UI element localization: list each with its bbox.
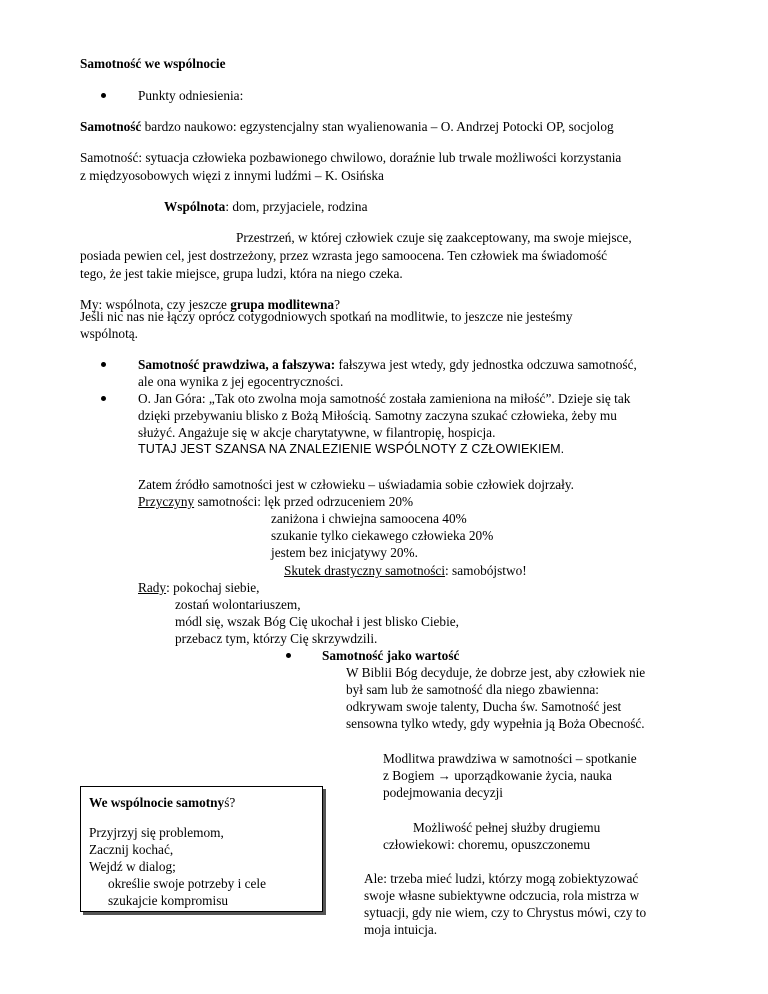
ale-line-4: moja intuicja. <box>364 922 438 937</box>
box-line-2: Zacznij kochać, <box>89 842 174 857</box>
my-question: My: wspólnota, czy jeszcze grupa modlitewna? <box>80 297 340 312</box>
jesli-line-1: Jeśli nic nas nie łączy oprócz cotygodniowych spotkań na modlitwie, to jeszcze nie jesteśmy <box>80 309 573 324</box>
causes-line-1: Przyczyny samotności: lęk przed odrzuceniem 20% <box>138 494 414 509</box>
value-line-2: był sam lub że samotność dla niego zbawienna: <box>346 682 599 697</box>
service-line-2: człowiekowi: choremu, opuszczonemu <box>383 837 591 852</box>
points-label: Punkty odniesienia: <box>138 88 244 103</box>
box-line-3: Wejdź w dialog; <box>89 859 176 874</box>
definition-2-line-1: Samotność: sytuacja człowieka pozbawionego chwilowo, doraźnie lub trwale możliwości korzystania <box>80 150 622 165</box>
ale-line-2: swoje własne subiektywne odczucia, rola mistrza w <box>364 888 640 903</box>
causes-line-2: zaniżona i chwiejna samoocena 40% <box>271 511 467 526</box>
definition-2-line-2: z międzyosobowych więzi z innymi ludźmi – K. Osińska <box>80 168 384 183</box>
bullet-icon <box>286 653 291 658</box>
bullet-1-line-1: Samotność prawdziwa, a fałszywa: fałszywa jest wtedy, gdy jednostka odczuwa samotność, <box>138 357 637 372</box>
bullet-2-line-2: dzięki przebywaniu blisko z Bożą Miłością. Samotny zaczyna szukać człowieka, żeby mu <box>138 408 617 423</box>
bullet-icon <box>101 362 106 367</box>
space-line-1: Przestrzeń, w której człowiek czuje się zaakceptowany, ma swoje miejsce, <box>236 230 632 245</box>
rady-line-3: módl się, wszak Bóg Cię ukochał i jest blisko Ciebie, <box>175 614 460 629</box>
value-line-1: W Biblii Bóg decyduje, że dobrze jest, aby człowiek nie <box>346 665 646 680</box>
rady-line-2: zostań wolontariuszem, <box>175 597 301 612</box>
space-line-2: posiada pewien cel, jest dostrzeżony, przez wzrasta jego samoocena. Ten człowiek ma świadomość <box>80 248 608 263</box>
value-line-4: sensowna tylko wtedy, gdy wypełnia ją Boża Obecność. <box>346 716 645 731</box>
bullet-1-line-2: ale ona wynika z jej egocentryczności. <box>138 374 344 389</box>
box-line-4: określie swoje potrzeby i cele <box>108 876 267 891</box>
prayer-line-1: Modlitwa prawdziwa w samotności – spotkanie <box>383 751 637 766</box>
bullet-2-line-4: TUTAJ JEST SZANSA NA ZNALEZIENIE WSPÓLNOTY Z CZŁOWIEKIEM. <box>138 442 565 456</box>
box-line-1: Przyjrzyj się problemom, <box>89 825 224 840</box>
rady-line-1: Rady: pokochaj siebie, <box>138 580 260 595</box>
rady-line-4: przebacz tym, którzy Cię skrzywdzili. <box>175 631 378 646</box>
value-line-3: odkrywam swoje talenty, Ducha św. Samotność jest <box>346 699 622 714</box>
causes-line-3: szukanie tylko ciekawego człowieka 20% <box>271 528 494 543</box>
ale-line-1: Ale: trzeba mieć ludzi, którzy mogą zobiektyzować <box>364 871 639 886</box>
service-line-1: Możliwość pełnej służby drugiemu <box>413 820 601 835</box>
zatem-line: Zatem źródło samotności jest w człowieku – uświadamia sobie człowiek dojrzały. <box>138 477 574 492</box>
bullet-icon <box>101 93 106 98</box>
space-line-3: tego, że jest takie miejsce, grupa ludzi, która na niego czeka. <box>80 266 403 281</box>
skutek-line: Skutek drastyczny samotności: samobójstwo! <box>284 563 527 578</box>
prayer-line-2: z Bogiem → uporządkowanie życia, nauka <box>383 768 612 783</box>
box-line-5: szukajcie kompromisu <box>108 893 229 908</box>
definition-1: Samotność bardzo naukowo: egzystencjalny stan wyalienowania – O. Andrzej Potocki OP, socjolog <box>80 119 614 134</box>
page-title: Samotność we wspólnocie <box>80 56 226 71</box>
value-title: Samotność jako wartość <box>322 648 460 663</box>
bullet-icon <box>101 396 106 401</box>
causes-line-4: jestem bez inicjatywy 20%. <box>271 545 418 560</box>
box-title: We wspólnocie samotnyś? <box>89 795 236 810</box>
prayer-line-3: podejmowania decyzji <box>383 785 503 800</box>
bullet-2-line-1: O. Jan Góra: „Tak oto zwolna moja samotność została zamieniona na miłość”. Dzieje się tak <box>138 391 631 406</box>
community-definition: Wspólnota: dom, przyjaciele, rodzina <box>164 199 368 214</box>
bullet-2-line-3: służyć. Angażuje się w akcje charytatywne, w filantropię, hospicja. <box>138 425 496 440</box>
jesli-line-2: wspólnotą. <box>80 326 138 341</box>
ale-line-3: sytuacji, gdy nie wiem, czy to Chrystus mówi, czy to <box>364 905 647 920</box>
community-lonely-box <box>80 786 323 912</box>
